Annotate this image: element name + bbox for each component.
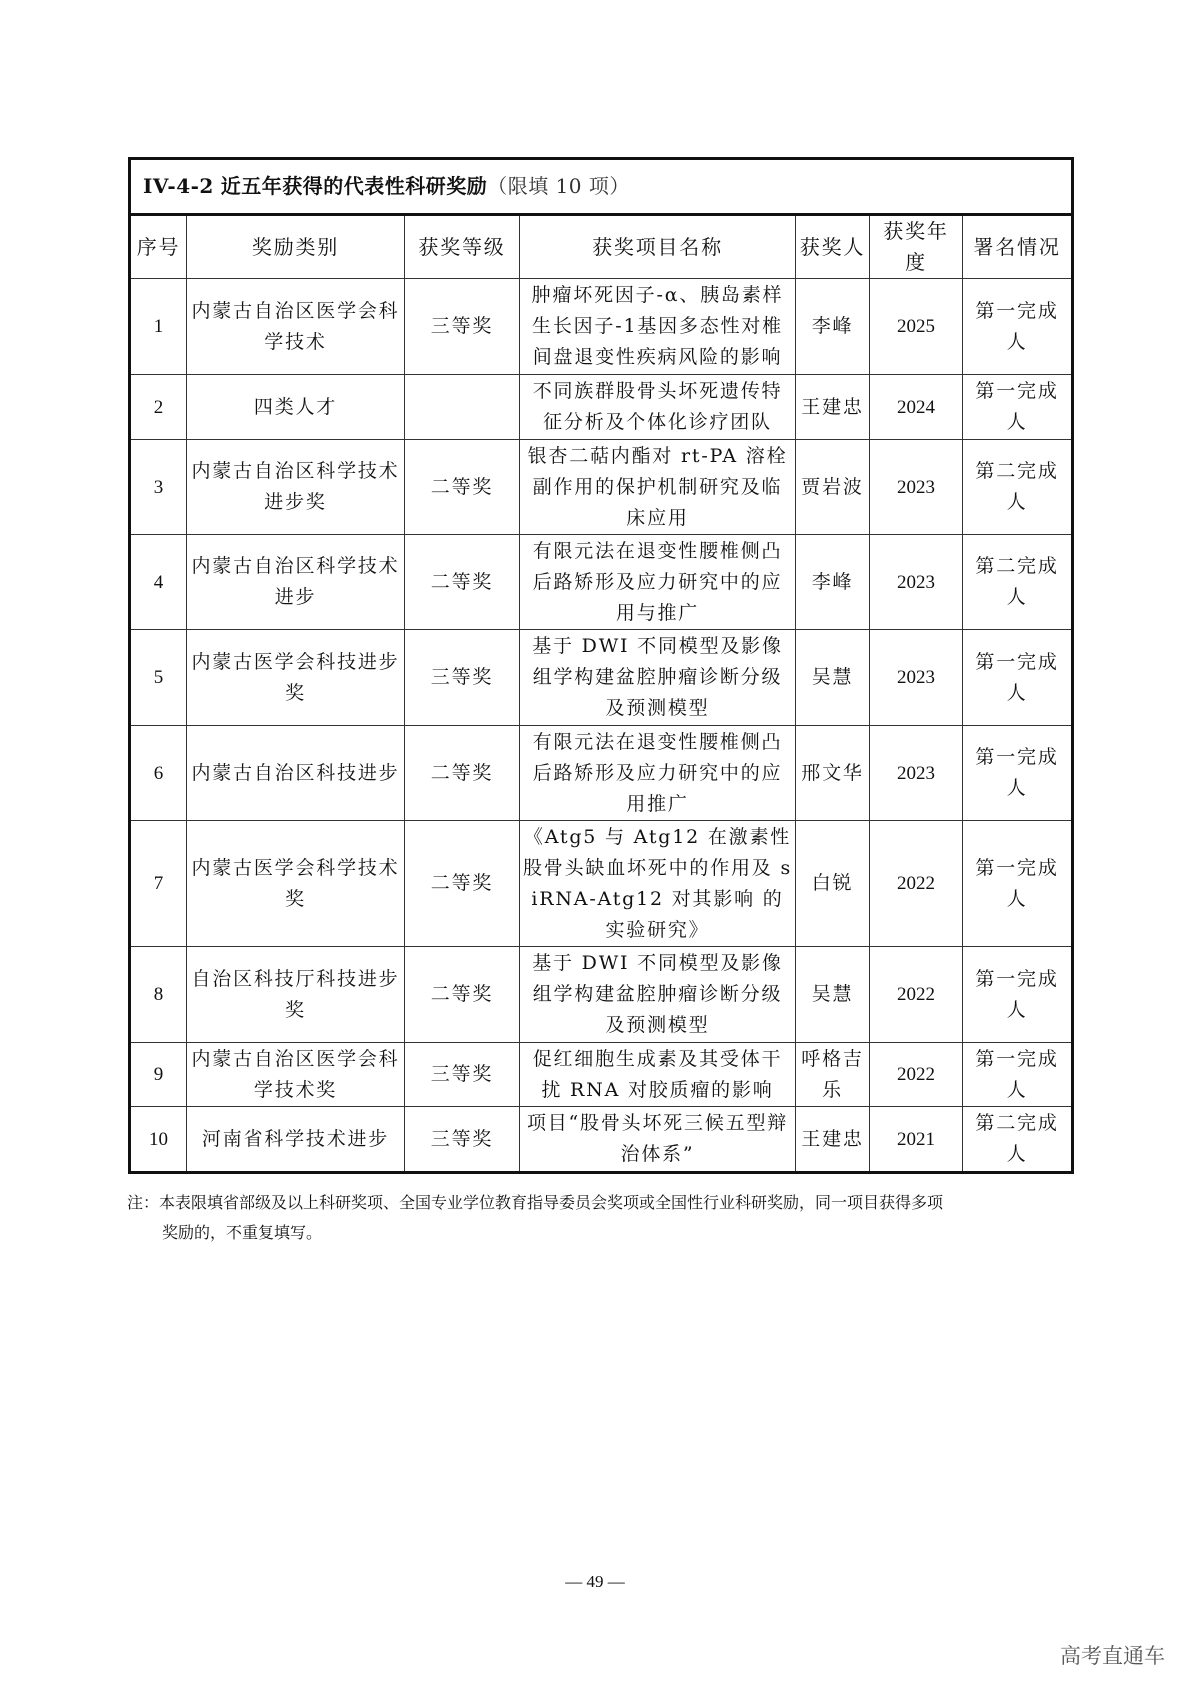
cell-index: 3 bbox=[130, 440, 187, 535]
table-row bbox=[130, 375, 1073, 440]
header-row bbox=[130, 215, 1073, 279]
table-title bbox=[130, 159, 1073, 215]
cell-winner: 李峰 bbox=[796, 279, 870, 375]
column-header: 获奖人 bbox=[796, 215, 870, 279]
cell-index: 6 bbox=[130, 726, 187, 821]
column-header: 奖励类别 bbox=[187, 215, 405, 279]
awards-table bbox=[128, 157, 1074, 1174]
cell-level: 三等奖 bbox=[405, 1107, 520, 1173]
table-row bbox=[130, 440, 1073, 535]
cell-level: 三等奖 bbox=[405, 279, 520, 375]
cell-category: 内蒙古自治区科学技术进步奖 bbox=[187, 440, 405, 535]
cell-category: 四类人才 bbox=[187, 375, 405, 440]
cell-year: 2022 bbox=[870, 821, 963, 947]
cell-year: 2024 bbox=[870, 375, 963, 440]
cell-index: 1 bbox=[130, 279, 187, 375]
watermark: 高考直通车 bbox=[1060, 1644, 1165, 1668]
cell-winner: 邢文华 bbox=[796, 726, 870, 821]
cell-level: 三等奖 bbox=[405, 1043, 520, 1107]
cell-project: 银杏二萜内酯对 rt-PA 溶栓副作用的保护机制研究及临床应用 bbox=[520, 440, 796, 535]
cell-winner: 王建忠 bbox=[796, 1107, 870, 1173]
cell-category: 内蒙古自治区科学技术进步 bbox=[187, 535, 405, 630]
cell-year: 2021 bbox=[870, 1107, 963, 1173]
cell-year: 2023 bbox=[870, 726, 963, 821]
table-row bbox=[130, 726, 1073, 821]
cell-authorship: 第一完成人 bbox=[963, 375, 1073, 440]
table-row bbox=[130, 1107, 1073, 1173]
cell-level: 二等奖 bbox=[405, 535, 520, 630]
section-title: 近五年获得的代表性科研奖励 bbox=[220, 174, 488, 198]
cell-level: 二等奖 bbox=[405, 821, 520, 947]
cell-index: 5 bbox=[130, 630, 187, 726]
cell-winner: 王建忠 bbox=[796, 375, 870, 440]
cell-project: 肿瘤坏死因子-α、胰岛素样生长因子-1基因多态性对椎间盘退变性疾病风险的影响 bbox=[520, 279, 796, 375]
cell-authorship: 第二完成人 bbox=[963, 535, 1073, 630]
table-row bbox=[130, 947, 1073, 1043]
cell-year: 2023 bbox=[870, 440, 963, 535]
limit-note: （限填 10 项） bbox=[487, 174, 630, 198]
page-number: — 49 — bbox=[565, 1572, 625, 1591]
cell-category: 内蒙古自治区科技进步 bbox=[187, 726, 405, 821]
cell-project: 促红细胞生成素及其受体干扰 RNA 对胶质瘤的影响 bbox=[520, 1043, 796, 1107]
cell-year: 2022 bbox=[870, 947, 963, 1043]
footnote bbox=[127, 1188, 1057, 1248]
cell-year: 2025 bbox=[870, 279, 963, 375]
section-code: IV-4-2 bbox=[143, 174, 214, 198]
table-row bbox=[130, 1043, 1073, 1107]
cell-project: 有限元法在退变性腰椎侧凸后路矫形及应力研究中的应用与推广 bbox=[520, 535, 796, 630]
column-header: 获奖等级 bbox=[405, 215, 520, 279]
footnote-line-2: 奖励的，不重复填写。 bbox=[162, 1223, 323, 1242]
cell-year: 2023 bbox=[870, 535, 963, 630]
cell-level: 二等奖 bbox=[405, 440, 520, 535]
cell-winner: 呼格吉乐 bbox=[796, 1043, 870, 1107]
cell-authorship: 第一完成人 bbox=[963, 630, 1073, 726]
table-row bbox=[130, 279, 1073, 375]
column-header: 获奖项目名称 bbox=[520, 215, 796, 279]
table-row bbox=[130, 630, 1073, 726]
cell-level: 二等奖 bbox=[405, 726, 520, 821]
cell-index: 4 bbox=[130, 535, 187, 630]
column-header: 序号 bbox=[130, 215, 187, 279]
cell-authorship: 第一完成人 bbox=[963, 279, 1073, 375]
cell-winner: 白锐 bbox=[796, 821, 870, 947]
cell-category: 内蒙古自治区医学会科学技术奖 bbox=[187, 1043, 405, 1107]
footnote-line-1: 注：本表限填省部级及以上科研奖项、全国专业学位教育指导委员会奖项或全国性行业科研奖励，同一项目获得多项 bbox=[127, 1193, 944, 1212]
cell-project: 基于 DWI 不同模型及影像组学构建盆腔肿瘤诊断分级及预测模型 bbox=[520, 947, 796, 1043]
cell-category: 内蒙古医学会科技进步奖 bbox=[187, 630, 405, 726]
cell-winner: 吴慧 bbox=[796, 630, 870, 726]
cell-authorship: 第一完成人 bbox=[963, 726, 1073, 821]
cell-authorship: 第一完成人 bbox=[963, 821, 1073, 947]
cell-year: 2023 bbox=[870, 630, 963, 726]
cell-winner: 李峰 bbox=[796, 535, 870, 630]
cell-category: 河南省科学技术进步 bbox=[187, 1107, 405, 1173]
cell-index: 2 bbox=[130, 375, 187, 440]
cell-project: 基于 DWI 不同模型及影像组学构建盆腔肿瘤诊断分级及预测模型 bbox=[520, 630, 796, 726]
cell-project: 项目“股骨头坏死三候五型辩治体系” bbox=[520, 1107, 796, 1173]
cell-authorship: 第二完成人 bbox=[963, 440, 1073, 535]
cell-authorship: 第一完成人 bbox=[963, 947, 1073, 1043]
cell-year: 2022 bbox=[870, 1043, 963, 1107]
cell-index: 10 bbox=[130, 1107, 187, 1173]
cell-winner: 贾岩波 bbox=[796, 440, 870, 535]
cell-index: 8 bbox=[130, 947, 187, 1043]
cell-winner: 吴慧 bbox=[796, 947, 870, 1043]
column-header: 署名情况 bbox=[963, 215, 1073, 279]
cell-authorship: 第一完成人 bbox=[963, 1043, 1073, 1107]
cell-authorship: 第二完成人 bbox=[963, 1107, 1073, 1173]
cell-level: 二等奖 bbox=[405, 947, 520, 1043]
cell-project: 《Atg5 与 Atg12 在激素性股骨头缺血坏死中的作用及 siRNA-Atg12 对其影响 的实验研究》 bbox=[520, 821, 796, 947]
column-header: 获奖年度 bbox=[870, 215, 963, 279]
table-row bbox=[130, 821, 1073, 947]
cell-project: 不同族群股骨头坏死遗传特征分析及个体化诊疗团队 bbox=[520, 375, 796, 440]
cell-category: 内蒙古自治区医学会科学技术 bbox=[187, 279, 405, 375]
table-row bbox=[130, 535, 1073, 630]
cell-index: 9 bbox=[130, 1043, 187, 1107]
cell-category: 内蒙古医学会科学技术奖 bbox=[187, 821, 405, 947]
cell-category: 自治区科技厅科技进步奖 bbox=[187, 947, 405, 1043]
cell-index: 7 bbox=[130, 821, 187, 947]
cell-project: 有限元法在退变性腰椎侧凸后路矫形及应力研究中的应用推广 bbox=[520, 726, 796, 821]
cell-level: 三等奖 bbox=[405, 630, 520, 726]
cell-level bbox=[405, 375, 520, 440]
